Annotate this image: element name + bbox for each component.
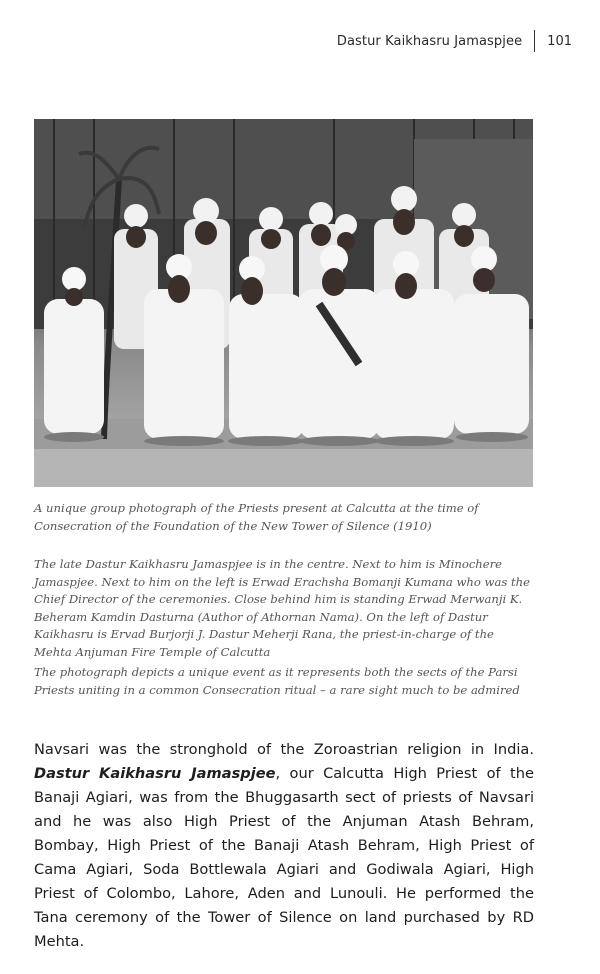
running-title: Dastur Kaikhasru Jamaspjee — [336, 33, 523, 49]
group-photograph-illustration — [34, 119, 533, 487]
body-emphasis-name: Dastur Kaikhasru Jamaspjee — [34, 765, 276, 782]
running-head — [337, 30, 572, 52]
group-photograph — [34, 119, 533, 487]
body-lead: Navsari was the stronghold of the Zoroastrian religion in India. — [34, 741, 534, 758]
page-number: 101 — [547, 33, 572, 49]
body-rest: , our Calcutta High Priest of the Banaji Agiari, was from the Bhuggasarth sect of priests of Navsari and he was also High Priest of the Anjuman Atash Behram, Bombay, High Priest of the Banaji Atash Behram, High Priest of Cama Agiari, Soda Bottlewala Agiari and Godiwala Agiari, High Priest of Colombo, Lahore, Aden and Lunouli. He performed the Tana ceremony of the Tower of Silence on land purchased by RD Mehta. — [34, 765, 534, 950]
photo-caption: A unique group photograph of the Priests present at Calcutta at the time of Consecration of the Foundation of the New Tower of Silence (1910) — [34, 501, 479, 533]
body-paragraph — [34, 738, 534, 954]
photo-note: The photograph depicts a unique event as it represents both the sects of the Parsi Priests uniting in a common Consecration ritual – a rare sight much to be admired — [34, 665, 520, 697]
photo-description: The late Dastur Kaikhasru Jamaspjee is in the centre. Next to him is Minochere Jamaspjee. Next to him on the left is Erwad Erachsha Bomanji Kumana who was the Chief Director of the ceremonies. Close behind him is standing Erwad Merwanji K. Beheram Kamdin Dasturna (Author of Athornan Nama). On the left of Dastur Kaikhasru is Ervad Burjorji J. Dastur Meherji Rana, the priest-in-charge of the Mehta Anjuman Fire Temple of Calcutta — [34, 557, 531, 659]
